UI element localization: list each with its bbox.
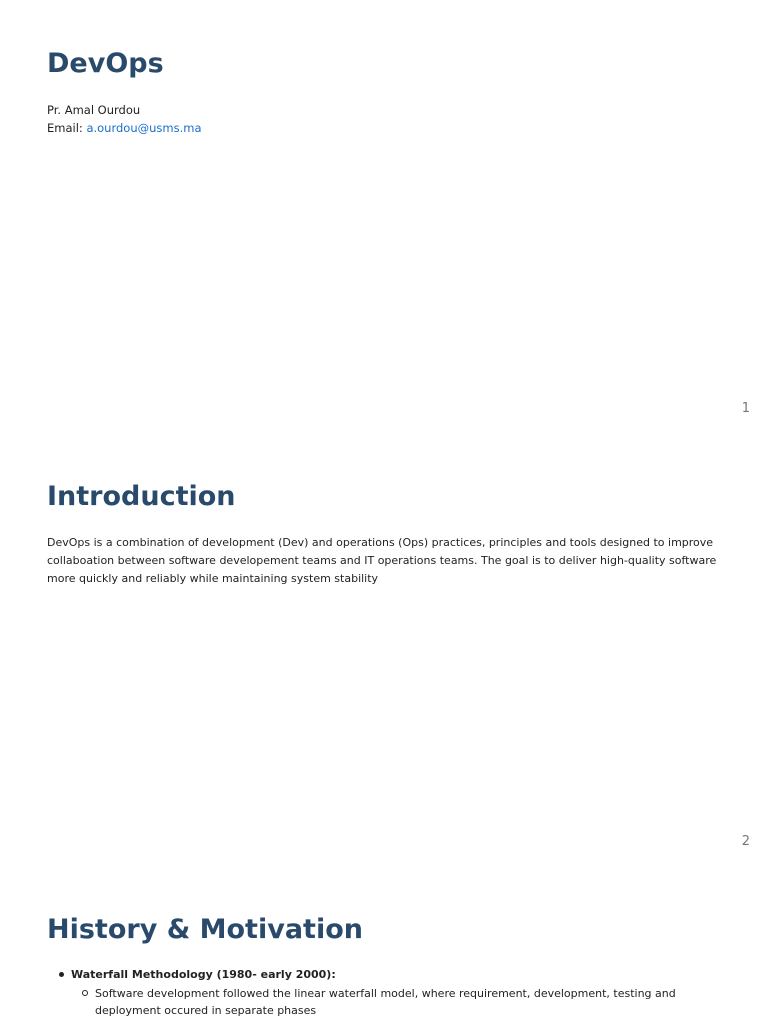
page-number: 2	[741, 834, 750, 849]
slide-title: History & Motivation	[47, 914, 363, 945]
sub-list-item	[71, 985, 727, 1019]
sub-item-text: Software development followed the linear waterfall model, where requirement, development, testing and deployment occured in separate phases	[95, 987, 676, 1017]
slide-title: Introduction	[47, 481, 236, 512]
slide-3	[0, 866, 768, 1024]
author-block	[47, 101, 202, 137]
slide-1	[0, 0, 768, 433]
slide-2	[0, 433, 768, 866]
bullet-icon	[59, 972, 64, 977]
email-label: Email:	[47, 121, 83, 135]
intro-paragraph: DevOps is a combination of development (Dev) and operations (Ops) practices, principles and tools designed to improve collaboation between software developement teams and IT operations teams. The goal is to deliver high-quality software more quickly and reliably while maintaining system stability	[47, 536, 717, 585]
sub-list	[71, 985, 727, 1019]
email-line	[47, 119, 202, 137]
author-name: Pr. Amal Ourdou	[47, 103, 141, 117]
bullet-label: Waterfall Methodology (1980- early 2000):	[71, 968, 336, 981]
circle-bullet-icon	[82, 990, 88, 996]
email-link[interactable]: a.ourdou@usms.ma	[86, 121, 202, 135]
page-number: 1	[741, 401, 750, 416]
bullet-list	[47, 966, 727, 1019]
list-item	[47, 966, 727, 1019]
slide-title: DevOps	[47, 48, 164, 79]
